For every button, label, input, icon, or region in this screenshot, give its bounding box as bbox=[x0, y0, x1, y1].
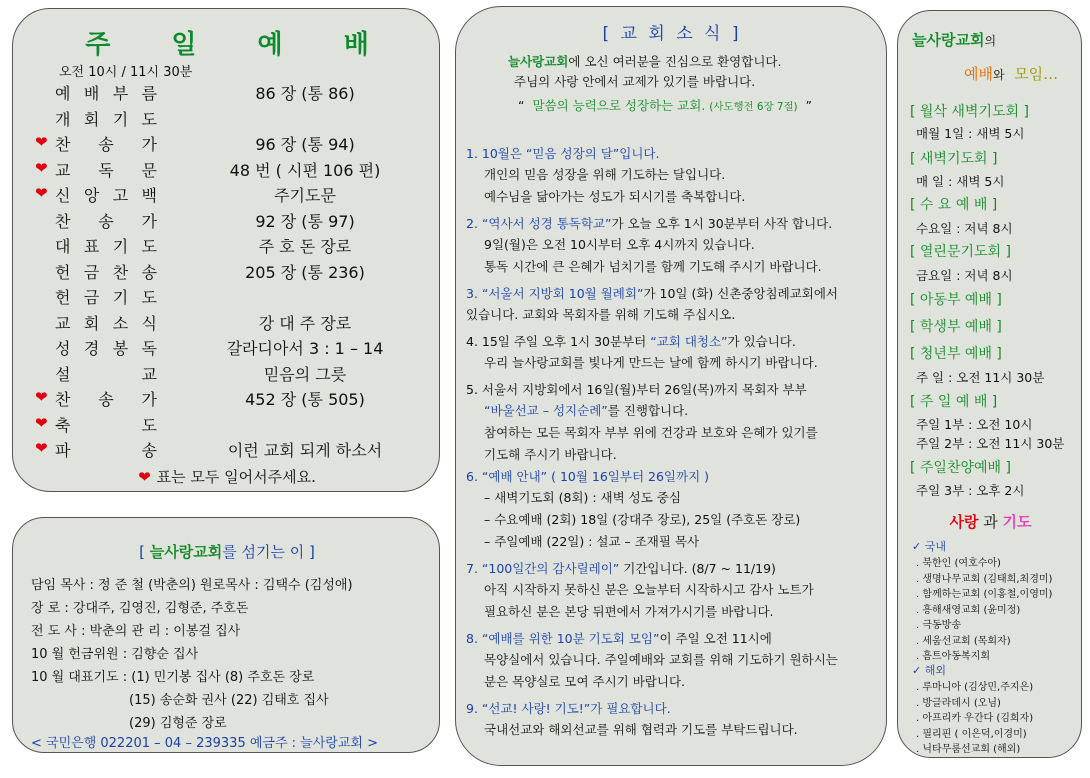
news-title: [ 교 회 소 식 ] bbox=[602, 24, 742, 44]
group-time: 주 일 : 오전 11시 30분 bbox=[916, 370, 1045, 385]
heart-icon: ❤ bbox=[35, 413, 48, 432]
servers-line: 10 월 대표기도 : (1) 민기봉 집사 (8) 주호돈 장로 bbox=[31, 670, 315, 685]
news-item-5-head: 5. 서울서 지방회에서 16일(월)부터 26일(목)까지 목회자 부부 bbox=[466, 382, 807, 397]
servers-line: 10 월 헌금위원 : 김향순 집사 bbox=[31, 647, 199, 662]
group-time: 매월 1일 : 새벽 5시 bbox=[916, 126, 1025, 141]
motto-text: 말씀의 능력으로 성장하는 교회. bbox=[532, 98, 706, 113]
news-intro-2: 주님의 사랑 안에서 교제가 있기를 바랍니다. bbox=[514, 74, 756, 89]
group-head: [ 주일찬양예배 ] bbox=[910, 460, 1011, 476]
worship-item: 교 회 소 식 bbox=[55, 313, 157, 333]
group-head: [ 새벽기도회 ] bbox=[910, 151, 998, 167]
church-name: 늘사랑교회 bbox=[508, 54, 569, 69]
worship-item: 축 도 bbox=[55, 415, 157, 435]
group-time: 주일 3부 : 오후 2시 bbox=[916, 483, 1025, 498]
stand-note-text: 표는 모두 일어서주세요. bbox=[156, 468, 316, 486]
meeting-word: 모임… bbox=[1014, 65, 1059, 83]
bank-account: < 국민은행 022201 – 04 – 239335 예금주 : 늘사랑교회 > bbox=[31, 736, 378, 751]
news-item-3-title: 3. “서울서 지방회 10월 월례회” bbox=[466, 286, 644, 301]
group-head: [ 수 요 예 배 ] bbox=[910, 197, 998, 213]
meetings-title-2 bbox=[964, 63, 1058, 84]
news-item-8-rest: 이 주일 오전 11시에 bbox=[659, 631, 772, 646]
prayer-item: . 루마니아 (김상민,주지은) bbox=[916, 682, 1034, 693]
group-time: 금요일 : 저녁 8시 bbox=[916, 268, 1013, 283]
prayer-item: . 세움선교회 (목회자) bbox=[916, 635, 1011, 647]
servers-line: (15) 송순화 권사 (22) 김태호 집사 bbox=[129, 693, 329, 708]
news-item-6-head: 6. “예배 안내” ( 10월 16일부터 26일까지 ) bbox=[466, 469, 709, 484]
prayer-item: . 북한인 (여호수아) bbox=[916, 558, 1001, 569]
news-line: – 주일예배 (22일) : 설교 – 조재필 목사 bbox=[484, 534, 700, 549]
servers-title-open: [ bbox=[139, 543, 150, 561]
servers-title-rest: 를 섬기는 이 ] bbox=[222, 543, 315, 561]
group-head: [ 청년부 예배 ] bbox=[910, 346, 1002, 362]
motto bbox=[518, 96, 812, 114]
news-item-5-title: “바울선교 – 성지순례” bbox=[484, 403, 608, 418]
worship-item: 성 경 봉 독 bbox=[55, 339, 157, 358]
news-item-3-head bbox=[466, 284, 838, 302]
news-item-2-title: 2. “역사서 성경 통독학교” bbox=[466, 216, 612, 231]
news-item-3-rest: 가 10일 (화) 신촌중앙침례교회에서 bbox=[643, 286, 838, 301]
news-line: – 수요예배 (2회) 18일 (강대주 장로), 25일 (주호돈 장로) bbox=[484, 512, 801, 527]
motto-close: ” bbox=[805, 98, 813, 113]
news-line: 통독 시간에 큰 은혜가 넘치기를 함께 기도해 주시기 바랍니다. bbox=[484, 259, 822, 274]
news-line: 국내선교와 해외선교를 위해 협력과 기도를 부탁드립니다. bbox=[484, 722, 798, 737]
news-item-4-title: “교회 대청소” bbox=[650, 334, 728, 349]
group-head: [ 아동부 예배 ] bbox=[910, 292, 1002, 308]
news-line: 기도해 주시기 바랍니다. bbox=[484, 447, 617, 462]
worship-item: 찬 송 가 bbox=[55, 135, 157, 154]
overseas-label: ✓ 해외 bbox=[912, 664, 946, 677]
church-name: 늘사랑교회 bbox=[149, 543, 223, 561]
news-item-7-rest: 기간입니다. (8/7 ~ 11/19) bbox=[619, 561, 776, 576]
heart-icon: ❤ bbox=[35, 158, 48, 177]
servers-panel bbox=[12, 517, 440, 753]
group-time: 주일 1부 : 오전 10시 bbox=[916, 417, 1033, 432]
worship-item: 설 교 bbox=[55, 364, 157, 384]
news-line: 참여하는 모든 목회자 부부 위에 건강과 보호와 은혜가 있기를 bbox=[484, 425, 818, 440]
worship-word: 예배 bbox=[964, 65, 993, 83]
worship-value: 205 장 (통 236) bbox=[245, 262, 365, 282]
prayer-word: 기도 bbox=[1002, 513, 1032, 531]
news-line: – 새벽기도회 (8회) : 새벽 성도 중심 bbox=[484, 490, 681, 505]
domestic-label: ✓ 국내 bbox=[912, 540, 946, 553]
worship-value: 갈라디아서 3 : 1 – 14 bbox=[226, 339, 384, 358]
news-line: 개인의 믿음 성장을 위해 기도하는 달입니다. bbox=[484, 167, 726, 182]
church-news-panel bbox=[455, 6, 887, 766]
love-and-prayer-title bbox=[898, 511, 1083, 532]
worship-value: 86 장 (통 86) bbox=[255, 84, 355, 103]
news-item-2-head bbox=[466, 214, 832, 232]
news-line: 아직 시작하지 못하신 분은 오늘부터 시작하시고 감사 노트가 bbox=[484, 582, 814, 597]
heart-icon: ❤ bbox=[138, 468, 151, 486]
news-item-1-head: 1. 10월은 “믿음 성장의 달”입니다. bbox=[466, 146, 660, 161]
news-line: 우리 늘사랑교회를 빛나게 만드는 날에 함께 하시기 바랍니다. bbox=[484, 355, 818, 370]
prayer-item: . 닉타무룸선교회 (해외) bbox=[916, 744, 1021, 755]
worship-item: 파 송 bbox=[55, 441, 157, 460]
meetings-title-1 bbox=[912, 29, 996, 50]
worship-order-panel bbox=[12, 8, 440, 492]
news-line: 필요하신 분은 본당 뒤편에서 가져가시기를 바랍니다. bbox=[484, 604, 774, 619]
worship-value: 믿음의 그릇 bbox=[263, 364, 347, 384]
prayer-item: . 아프리카 우간다 (김희자) bbox=[916, 713, 1034, 724]
group-time: 매 일 : 새벽 5시 bbox=[916, 174, 1005, 189]
servers-line: 장 로 : 강대주, 김영진, 김형준, 주호돈 bbox=[31, 601, 249, 616]
motto-ref: (사도행전 6장 7절) bbox=[709, 101, 798, 113]
news-item-5-rest: 를 진행합니다. bbox=[607, 403, 689, 418]
worship-time: 오전 10시 / 11시 30분 bbox=[59, 65, 193, 80]
group-head: [ 월삭 새벽기도회 ] bbox=[910, 104, 1029, 120]
servers-title bbox=[13, 541, 441, 562]
church-name: 늘사랑교회 bbox=[912, 31, 985, 49]
meetings-of: 의 bbox=[984, 34, 997, 48]
worship-item: 신 앙 고 백 bbox=[55, 186, 157, 205]
worship-item: 대 표 기 도 bbox=[55, 237, 157, 256]
meetings-panel bbox=[897, 10, 1082, 758]
news-item-4-rest: 가 있습니다. bbox=[727, 334, 796, 349]
news-item-2-rest: 가 오늘 오후 1시 30분부터 사작 합니다. bbox=[611, 216, 833, 231]
heart-icon: ❤ bbox=[35, 388, 48, 406]
prayer-item: . 극동방송 bbox=[916, 620, 961, 631]
news-item-5-line bbox=[484, 401, 688, 419]
prayer-item: . 생명나무교회 (김태희,최경미) bbox=[916, 573, 1053, 585]
news-line: 9일(월)은 오전 10시부터 오후 4시까지 있습니다. bbox=[484, 237, 755, 252]
news-line: 예수님을 닮아가는 성도가 되시기를 축복합니다. bbox=[484, 189, 746, 204]
servers-line: 담임 목사 : 정 준 철 (박춘의) 원로목사 : 김택수 (김성애) bbox=[31, 578, 353, 593]
news-item-4-head bbox=[466, 332, 796, 350]
and-word: 과 bbox=[983, 513, 998, 531]
group-head: [ 주 일 예 배 ] bbox=[910, 394, 998, 410]
worship-value: 96 장 (통 94) bbox=[255, 135, 355, 154]
news-item-7-title: 7. “100일간의 감사릴레이” bbox=[466, 561, 620, 576]
news-intro-1 bbox=[508, 52, 781, 70]
worship-value: 주 호 돈 장로 bbox=[258, 237, 352, 256]
worship-value: 주기도문 bbox=[274, 186, 336, 205]
heart-icon: ❤ bbox=[35, 184, 48, 202]
worship-title: 주 일 예 배 bbox=[85, 30, 395, 60]
group-head: [ 학생부 예배 ] bbox=[910, 319, 1002, 335]
prayer-item: . 필리핀 ( 이은덕,이경미) bbox=[916, 728, 1027, 740]
worship-value: 92 장 (통 97) bbox=[255, 211, 355, 231]
heart-icon: ❤ bbox=[35, 439, 48, 457]
news-item-8-title: 8. “예배를 위한 10분 기도회 모임” bbox=[466, 631, 660, 646]
news-item-9-head: 9. “선교! 사랑! 기도!”가 필요합니다. bbox=[466, 701, 671, 716]
news-item-8-head bbox=[466, 629, 772, 647]
worship-value: 452 장 (통 505) bbox=[245, 390, 365, 409]
worship-value: 이런 교회 되게 하소서 bbox=[227, 441, 383, 460]
servers-line: (29) 김형준 장로 bbox=[129, 716, 227, 731]
prayer-item: . 흠트아동복지회 bbox=[916, 651, 990, 662]
and-word: 와 bbox=[992, 68, 1005, 82]
worship-item: 헌 금 기 도 bbox=[55, 288, 157, 307]
worship-item: 찬 송 가 bbox=[55, 390, 157, 409]
intro-text: 에 오신 여러분을 진심으로 환영합니다. bbox=[568, 54, 782, 69]
worship-item: 찬 송 가 bbox=[55, 211, 157, 231]
group-head: [ 열린문기도회 ] bbox=[910, 244, 1011, 260]
news-line: 분은 목양실로 모여 주시기 바랍니다. bbox=[484, 674, 685, 689]
news-line: 있습니다. 교회와 목회자를 위해 기도해 주십시오. bbox=[466, 307, 736, 322]
servers-line: 전 도 사 : 박춘의 관 리 : 이봉걸 집사 bbox=[31, 624, 241, 639]
news-line: 목양실에서 있습니다. 주일예배와 교회를 위해 기도하기 원하시는 bbox=[484, 652, 838, 667]
heart-icon: ❤ bbox=[35, 133, 48, 151]
love-word: 사랑 bbox=[949, 513, 979, 531]
news-item-4-a: 4. 15일 주일 오후 1시 30분부터 bbox=[466, 334, 651, 349]
prayer-item: . 방글라데시 (오님) bbox=[916, 697, 1001, 709]
worship-item: 예 배 부 름 bbox=[55, 84, 157, 103]
motto-open: “ bbox=[518, 98, 525, 113]
prayer-item: . 함께하는교회 (이홍철,이영미) bbox=[916, 589, 1053, 600]
prayer-item: . 흥해새영교회 (윤미정) bbox=[916, 604, 1021, 616]
news-item-7-head bbox=[466, 559, 776, 577]
group-time: 주일 2부 : 오전 11시 30분 bbox=[916, 436, 1065, 451]
stand-note bbox=[13, 466, 441, 487]
group-time: 수요일 : 저녁 8시 bbox=[916, 221, 1013, 236]
worship-item: 교 독 문 bbox=[55, 160, 157, 180]
worship-item: 헌 금 찬 송 bbox=[55, 262, 157, 282]
worship-value: 48 번 ( 시편 106 편) bbox=[229, 160, 381, 180]
worship-value: 강 대 주 장로 bbox=[258, 313, 352, 333]
worship-item: 개 회 기 도 bbox=[55, 109, 157, 129]
